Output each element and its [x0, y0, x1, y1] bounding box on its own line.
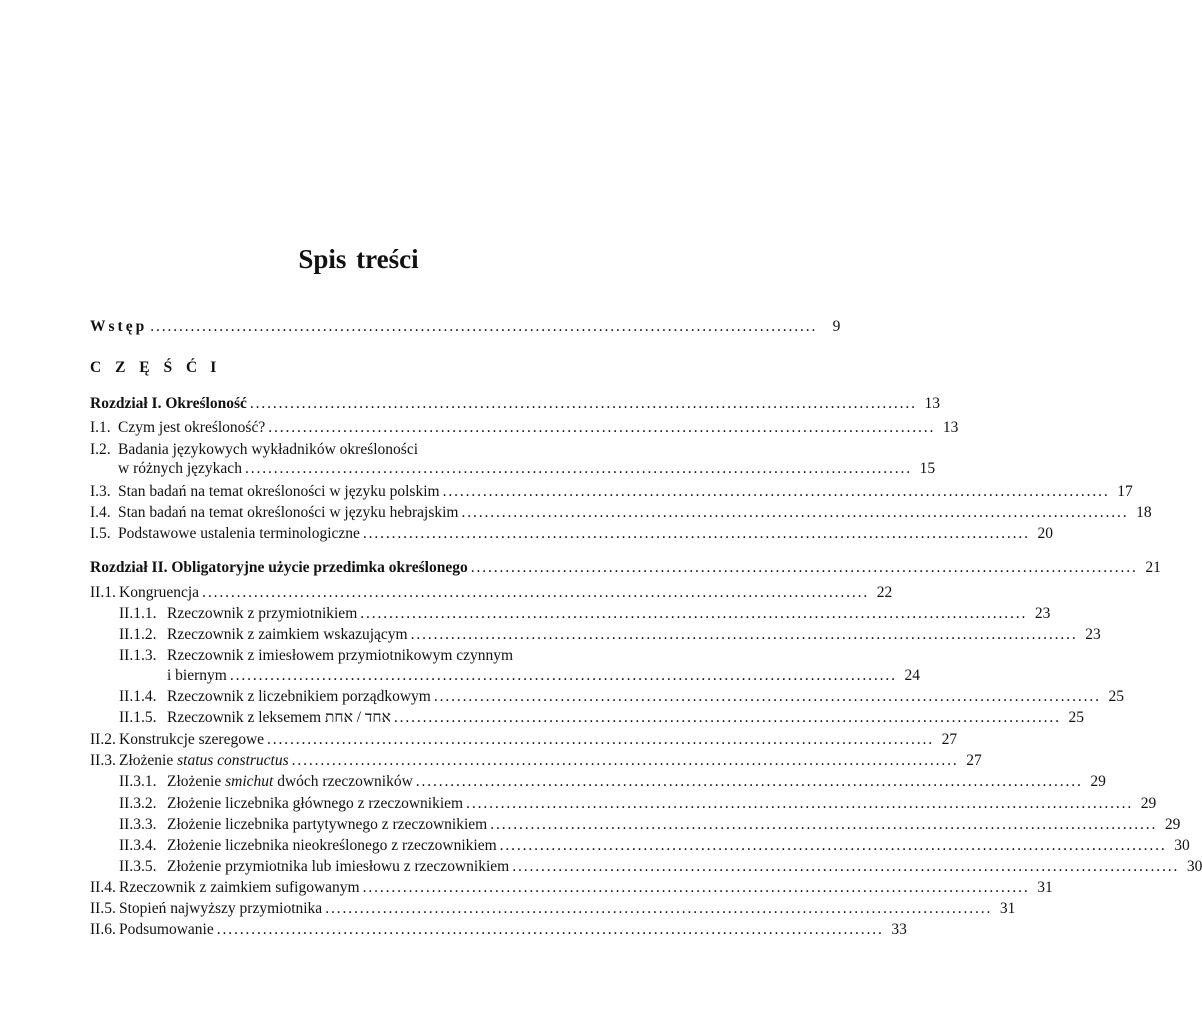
toc-page-number: 20: [1037, 525, 1054, 542]
toc-section-number: II.3.1.: [119, 773, 157, 790]
toc-entry-title: Złożenie liczebnika partytywnego z rzeczownikiem: [167, 816, 488, 833]
dot-leader: [458, 504, 1125, 522]
toc-page-number: 18: [1136, 504, 1152, 521]
dot-leader: [242, 460, 909, 478]
dot-leader: [509, 858, 1176, 876]
toc-section-number: II.4.: [90, 879, 116, 896]
toc-entry-title: Złożenie liczebnika głównego z rzeczownikiem: [167, 795, 464, 812]
toc-page-number: 13: [942, 419, 959, 436]
toc-section-number: II.3.: [90, 752, 116, 769]
toc-subentry[interactable]: [90, 647, 627, 669]
toc-page-number: 27: [941, 731, 958, 748]
part-heading: [90, 359, 221, 377]
toc-chapter-1[interactable]: [90, 395, 940, 417]
toc-entry-title: Złożenie przymiotnika lub imiesłowu z rzeczownikiem: [167, 858, 510, 875]
dot-leader: [408, 626, 1075, 644]
toc-section-number: I.4.: [90, 504, 111, 521]
dot-leader: [391, 709, 1058, 727]
toc-section-number: I.2.: [90, 441, 111, 458]
toc-section-number: II.1.2.: [119, 626, 157, 643]
toc-entry[interactable]: [90, 525, 1054, 547]
toc-subentry[interactable]: [90, 709, 1084, 731]
toc-entry-title: Złożenie status constructus: [119, 752, 289, 769]
part-number: I: [210, 359, 222, 376]
toc-section-number: II.6.: [90, 921, 116, 938]
dot-leader: [322, 900, 989, 918]
toc-page-number: 31: [999, 900, 1016, 917]
toc-subentry[interactable]: [90, 795, 1157, 817]
toc-page-number: 22: [876, 584, 893, 601]
toc-entry-title: Stan badań na temat określoności w języku hebrajskim: [118, 504, 459, 521]
toc-page-number: 23: [1085, 626, 1101, 643]
toc-entry[interactable]: [90, 731, 958, 753]
toc-page-number: 31: [1037, 879, 1053, 896]
toc-entry[interactable]: [90, 584, 893, 606]
toc-entry[interactable]: [90, 419, 959, 441]
dot-leader: [147, 318, 814, 336]
toc-entry[interactable]: [90, 483, 1133, 505]
toc-page-number: 25: [1108, 688, 1124, 705]
toc-entry-title: Czym jest określoność?: [118, 419, 266, 436]
dot-leader: [440, 483, 1107, 501]
toc-page-number: 33: [891, 921, 907, 938]
toc-entry-title: Rzeczownik z przymiotnikiem: [167, 605, 358, 622]
toc-entry-title: Kongruencja: [119, 584, 200, 601]
toc-entry-title: Rozdział I. Określoność: [90, 395, 247, 412]
toc-section-number: II.3.4.: [119, 837, 157, 854]
toc-page-number: 23: [1034, 605, 1051, 622]
toc-section-number: II.1.3.: [119, 647, 157, 664]
dot-leader: [487, 816, 1154, 834]
dot-leader: [463, 795, 1130, 813]
toc-page-number: 24: [904, 667, 920, 684]
dot-leader: [227, 667, 894, 685]
toc-entry[interactable]: [90, 879, 1053, 901]
toc-chapter-2[interactable]: [90, 559, 1161, 581]
toc-subentry[interactable]: [90, 837, 1190, 859]
toc-page-number: 9: [832, 318, 841, 335]
dot-leader: [413, 773, 1080, 791]
toc-subentry[interactable]: [90, 626, 1101, 648]
toc-subentry[interactable]: [90, 605, 1051, 627]
toc-entry-continuation[interactable]: [90, 460, 936, 482]
toc-page-number: 13: [924, 395, 940, 412]
dot-leader: [199, 584, 866, 602]
toc-subentry[interactable]: [90, 816, 1181, 838]
toc-page-number: 17: [1117, 483, 1133, 500]
toc-section-number: II.5.: [90, 900, 116, 917]
toc-section-number: II.1.4.: [119, 688, 157, 705]
dot-leader: [431, 688, 1098, 706]
toc-section-number: II.1.1.: [119, 605, 157, 622]
page-title: Spis treści: [298, 244, 419, 274]
toc-page-number: 21: [1145, 559, 1161, 576]
toc-entry-title: Rzeczownik z liczebnikiem porządkowym: [167, 688, 431, 705]
toc-section-number: I.5.: [90, 525, 111, 542]
dot-leader: [247, 395, 914, 413]
toc-page-number: 29: [1090, 773, 1106, 790]
toc-entry-title: Złożenie liczebnika nieokreślonego z rzeczownikiem: [167, 837, 497, 854]
toc-subentry[interactable]: [90, 858, 1202, 880]
toc-section-number: II.3.3.: [119, 816, 157, 833]
toc-page-number: 15: [919, 460, 936, 477]
dot-leader: [264, 731, 931, 749]
dot-leader: [357, 605, 1024, 623]
toc-section-number: I.1.: [90, 419, 111, 436]
toc-entry-title: Stan badań na temat określoności w języku polskim: [118, 483, 440, 500]
toc-entry-title: Rzeczownik z zaimkiem wskazującym: [167, 626, 408, 643]
toc-page-number: 29: [1140, 795, 1157, 812]
toc-section-number: II.1.5.: [119, 709, 157, 726]
toc-page-number: 25: [1068, 709, 1084, 726]
toc-entry-wstep[interactable]: [90, 318, 841, 340]
toc-page-number: 29: [1164, 816, 1181, 833]
toc-entry-title: Badania językowych wykładników określoności: [118, 441, 419, 458]
dot-leader: [265, 419, 932, 437]
toc-subentry[interactable]: [90, 773, 1106, 795]
dot-leader: [289, 752, 956, 770]
toc-entry[interactable]: [90, 752, 982, 774]
toc-entry-title: Rzeczownik z zaimkiem sufigowanym: [119, 879, 360, 896]
toc-entry-title: Rzeczownik z imiesłowem przymiotnikowym czynnym: [167, 647, 514, 664]
dot-leader: [360, 525, 1027, 543]
toc-subentry[interactable]: [90, 688, 1124, 710]
dot-leader: [497, 837, 1164, 855]
toc-page-number: 30: [1186, 858, 1202, 875]
toc-entry-title: Stopień najwyższy przymiotnika: [119, 900, 323, 917]
toc-entry-title: Konstrukcje szeregowe: [119, 731, 265, 748]
toc-entry-title: Podstawowe ustalenia terminologiczne: [118, 525, 360, 542]
toc-section-number: II.2.: [90, 731, 116, 748]
toc-entry-title: Wstęp: [90, 318, 148, 335]
toc-entry[interactable]: [90, 921, 907, 943]
toc-entry-title: Złożenie smichut dwóch rzeczowników: [167, 773, 413, 790]
italic-term: smichut: [225, 773, 274, 790]
dot-leader: [360, 879, 1027, 897]
toc-entry-title: Rzeczownik z leksemem אחד / אחת: [167, 709, 391, 726]
toc-page-number: 30: [1174, 837, 1190, 854]
italic-term: status constructus: [177, 752, 289, 769]
toc-section-number: II.3.2.: [119, 795, 157, 812]
toc-section-number: II.1.: [90, 584, 116, 601]
toc-section-number: I.3.: [90, 483, 111, 500]
toc-entry-title: i biernym: [167, 667, 227, 684]
toc-entry-title: Rozdział II. Obligatoryjne użycie przedimka określonego: [90, 559, 468, 576]
toc-entry[interactable]: [90, 900, 1016, 922]
dot-leader: [468, 559, 1135, 577]
toc-entry-title: Podsumowanie: [119, 921, 214, 938]
part-label: C Z Ę Ś Ć: [90, 359, 203, 376]
toc-subentry-continuation[interactable]: [90, 667, 920, 689]
toc-section-number: II.3.5.: [119, 858, 157, 875]
dot-leader: [214, 921, 881, 939]
toc-entry[interactable]: [90, 504, 1152, 526]
toc-entry-title: w różnych językach: [118, 460, 242, 477]
toc-page-number: 27: [966, 752, 982, 769]
